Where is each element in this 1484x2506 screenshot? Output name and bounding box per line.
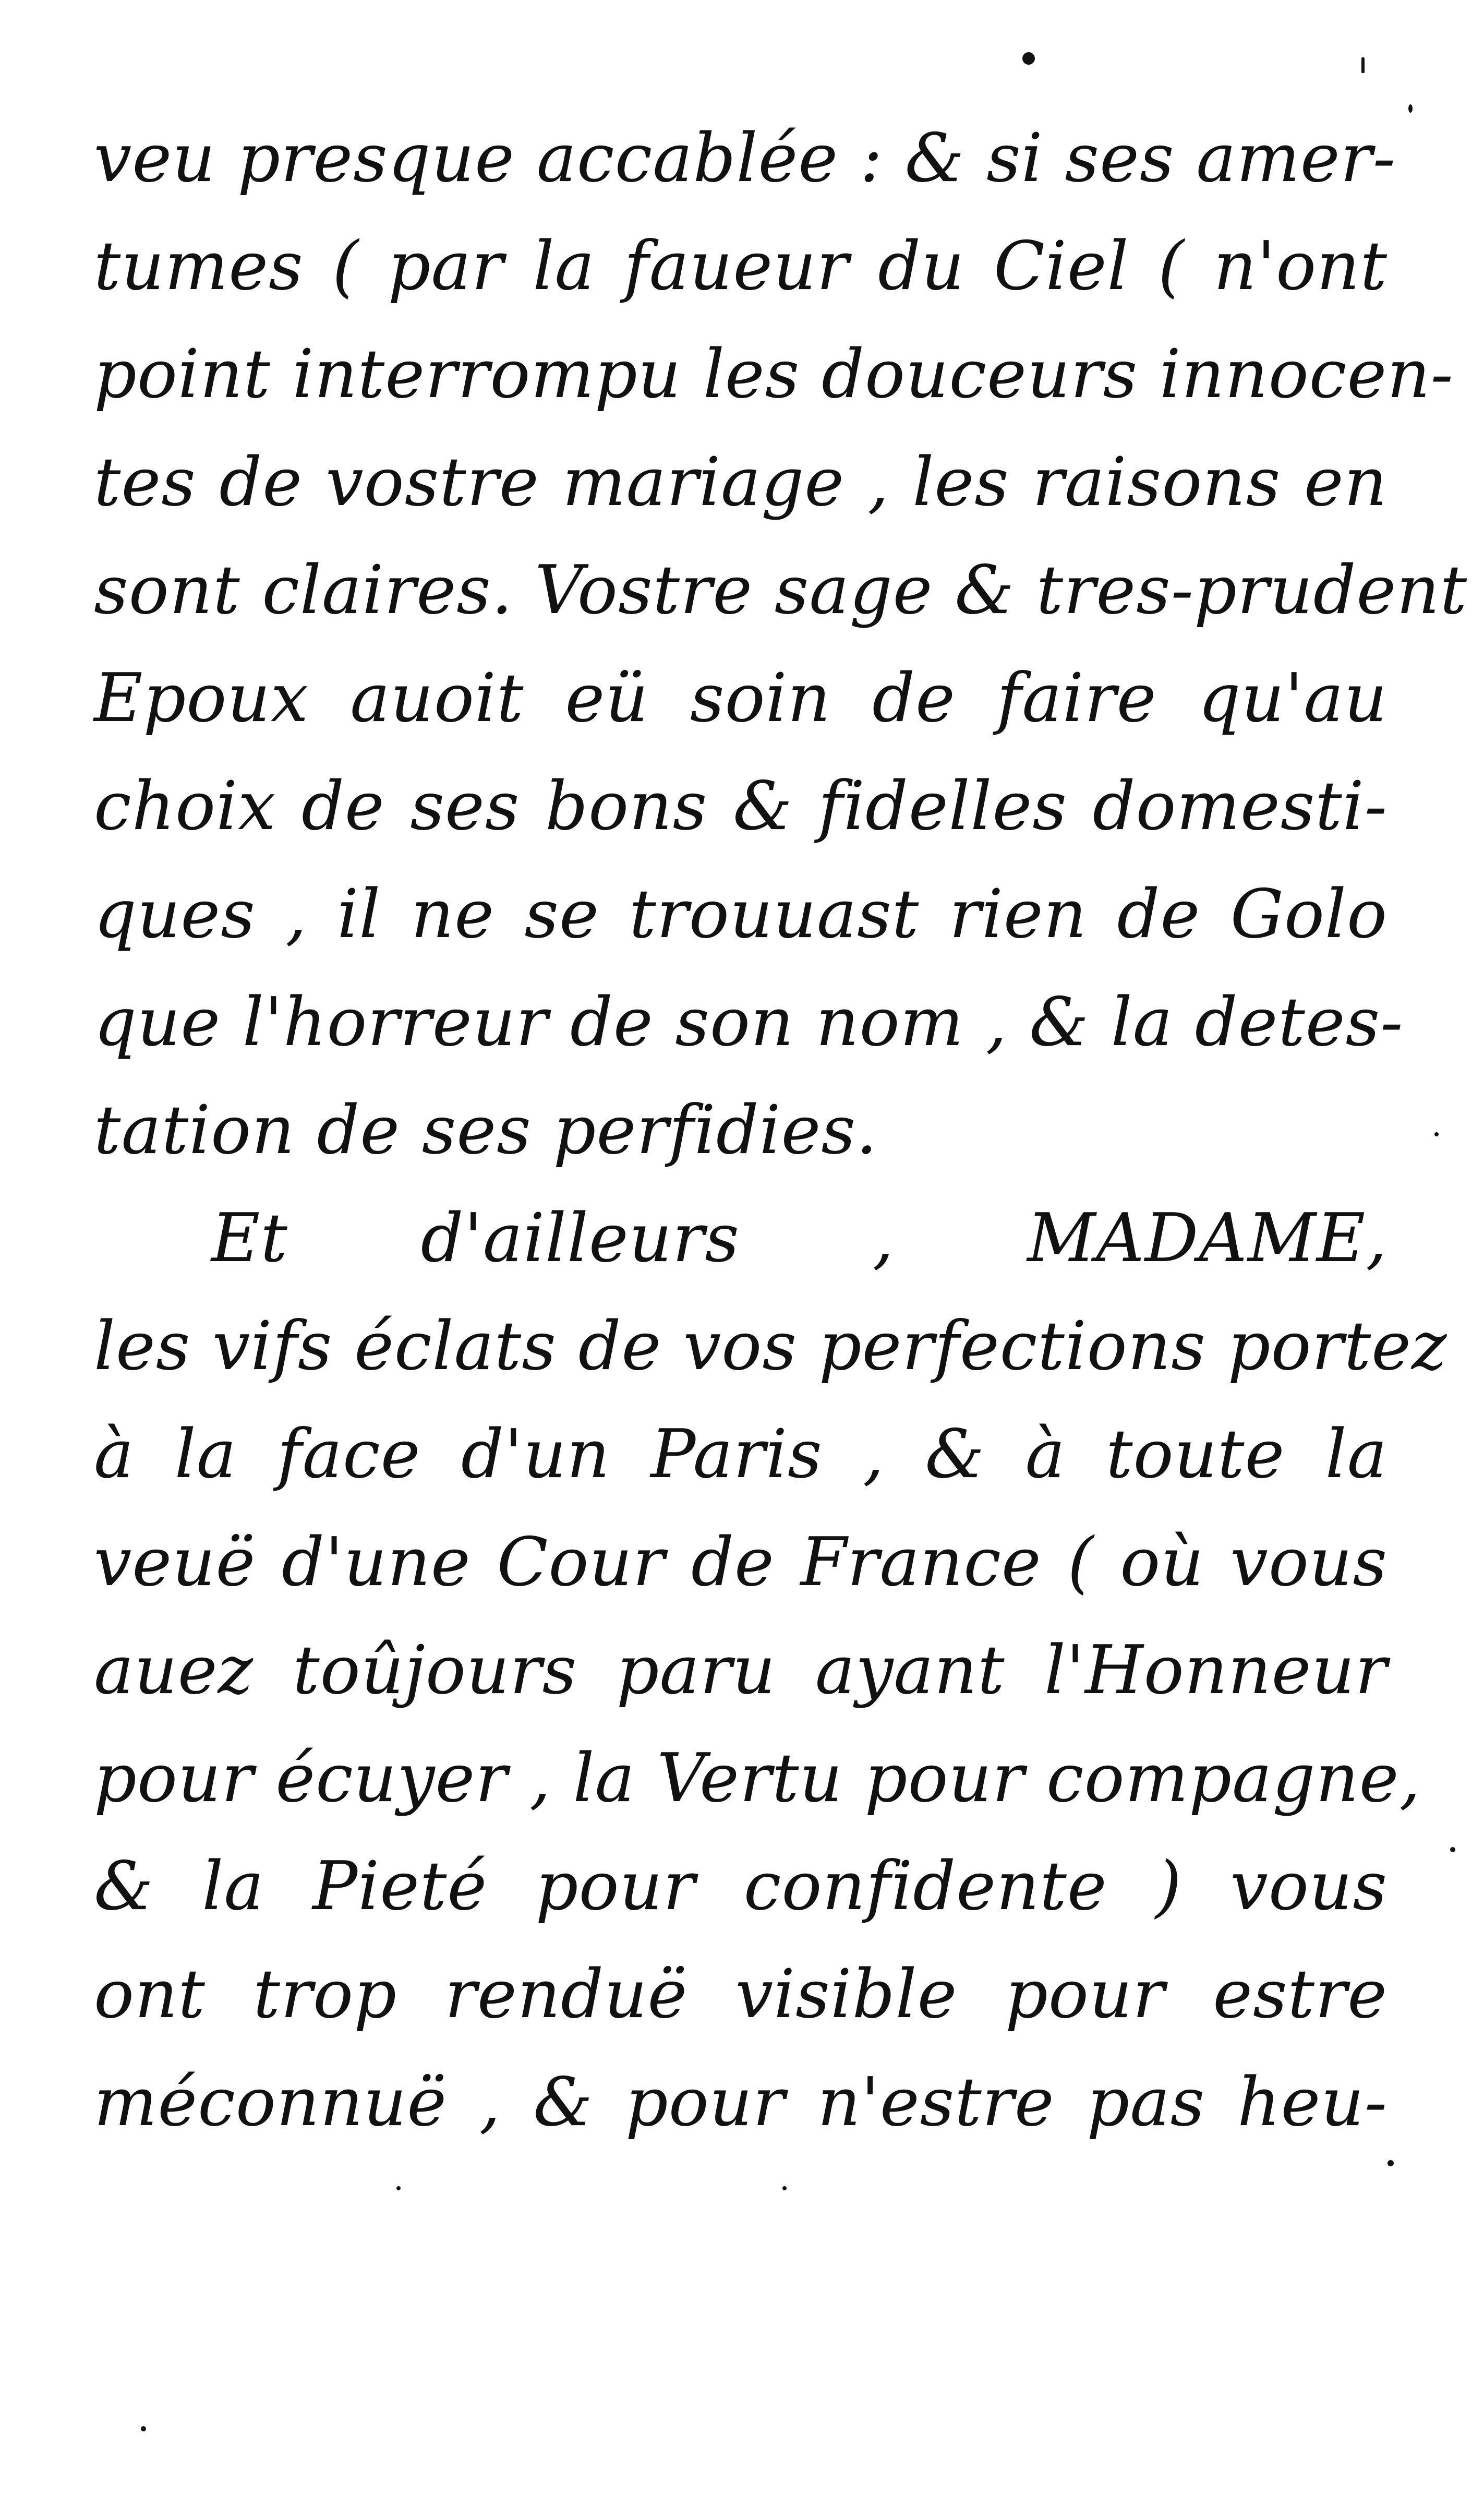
text-line-19: méconnuë , & pour n'estre pas heu- [94, 2064, 1388, 2141]
text-line-4: tes de vostre mariage , les raisons en [94, 443, 1388, 521]
ink-speck [396, 2186, 401, 2190]
text-line-12: les vifs éclats de vos perfections portez [94, 1308, 1447, 1385]
text-line-3: point interrompu les douceurs innocen- [94, 335, 1454, 413]
text-line-10: tation de ses perfidies. [94, 1092, 878, 1169]
ink-speck [141, 2426, 146, 2431]
text-line-2: tumes ( par la faueur du Ciel ( n'ont [94, 227, 1388, 305]
ink-speck [1361, 57, 1365, 73]
text-line-13: à la face d'un Paris , & à toute la [94, 1416, 1388, 1493]
text-line-16: pour écuyer , la Vertu pour compagne, [94, 1740, 1421, 1817]
text-line-8: ques , il ne se trouuast rien de Golo [94, 876, 1388, 953]
body-text [94, 104, 1468, 2156]
text-line-6: Epoux auoit eü soin de faire qu'au [94, 660, 1388, 737]
text-line-7: choix de ses bons & fidelles domesti- [94, 768, 1388, 845]
ink-speck [1450, 1847, 1455, 1852]
text-line-17: & la Pieté pour confidente ) vous [94, 1848, 1388, 1925]
text-line-18: ont trop renduë visible pour estre [94, 1956, 1388, 2033]
ink-speck [1434, 1132, 1439, 1136]
text-line-9: que l'horreur de son nom , & la detes- [94, 984, 1404, 1061]
ink-speck [1388, 2160, 1394, 2166]
ink-speck [1022, 52, 1035, 65]
ink-speck [782, 2186, 787, 2190]
text-line-5: sont claires. Vostre sage & tres-prudent [94, 551, 1468, 629]
text-line-1: veu presque accablée : & si ses amer- [94, 119, 1396, 197]
text-line-11-paragraph-start: Et d'ailleurs , MADAME, [211, 1200, 1388, 1277]
text-line-15: auez toûjours paru ayant l'Honneur [94, 1632, 1388, 1709]
ink-speck [1408, 104, 1413, 113]
text-line-14: veuë d'une Cour de France ( où vous [94, 1524, 1388, 1601]
